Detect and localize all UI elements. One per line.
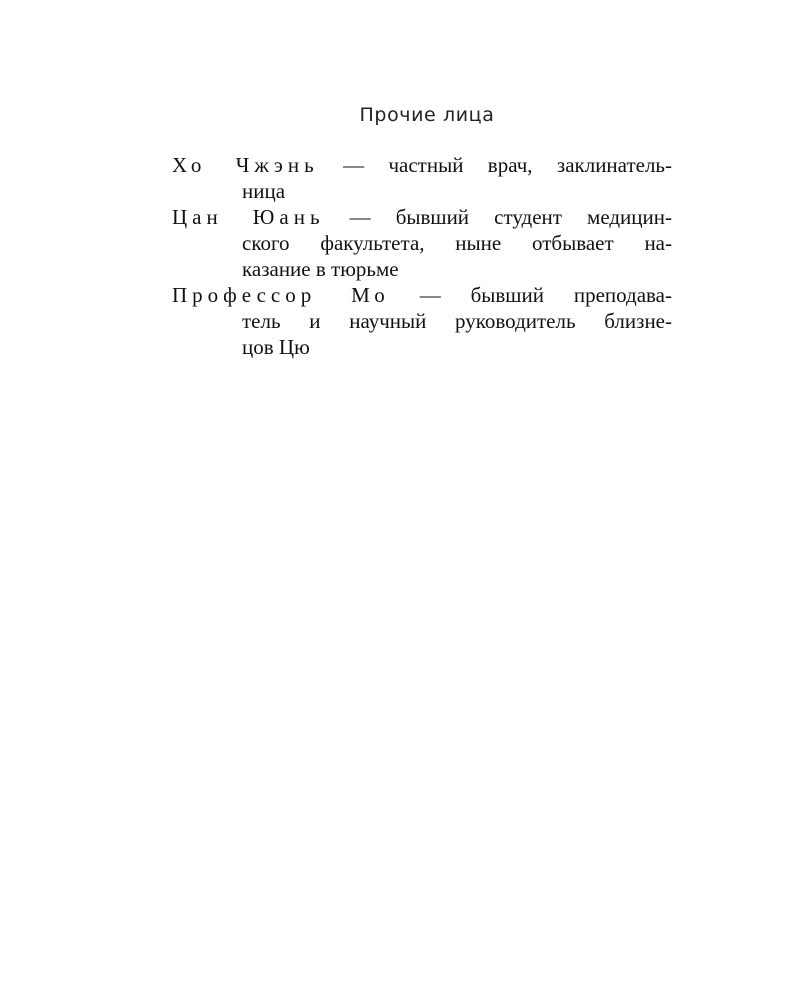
character-description: — бывший преподава-	[389, 283, 672, 307]
character-name: Хо Чжэнь	[172, 153, 319, 177]
character-name: Цан Юань	[172, 205, 325, 229]
entry-continuation-line: цов Цю	[242, 335, 310, 359]
entry-continuation-line: ница	[242, 179, 286, 203]
entry-first-line	[172, 152, 672, 178]
entry-first-line	[172, 204, 672, 230]
section-title: Прочие лица	[359, 104, 495, 126]
character-entry	[172, 204, 672, 282]
character-description: — частный врач, заклинатель-	[318, 153, 672, 177]
entry-continuation-line: казание в тюрьме	[242, 257, 399, 281]
entry-continuation-line: тель и научный руководитель близне-	[242, 309, 672, 333]
entry-continuation-line: ского факультета, ныне отбывает на-	[242, 231, 672, 255]
entry-first-line	[172, 282, 672, 308]
character-description: — бывший студент медицин-	[324, 205, 672, 229]
character-entry	[172, 152, 672, 204]
character-name: Профессор Мо	[172, 283, 390, 307]
character-entry	[172, 282, 672, 360]
